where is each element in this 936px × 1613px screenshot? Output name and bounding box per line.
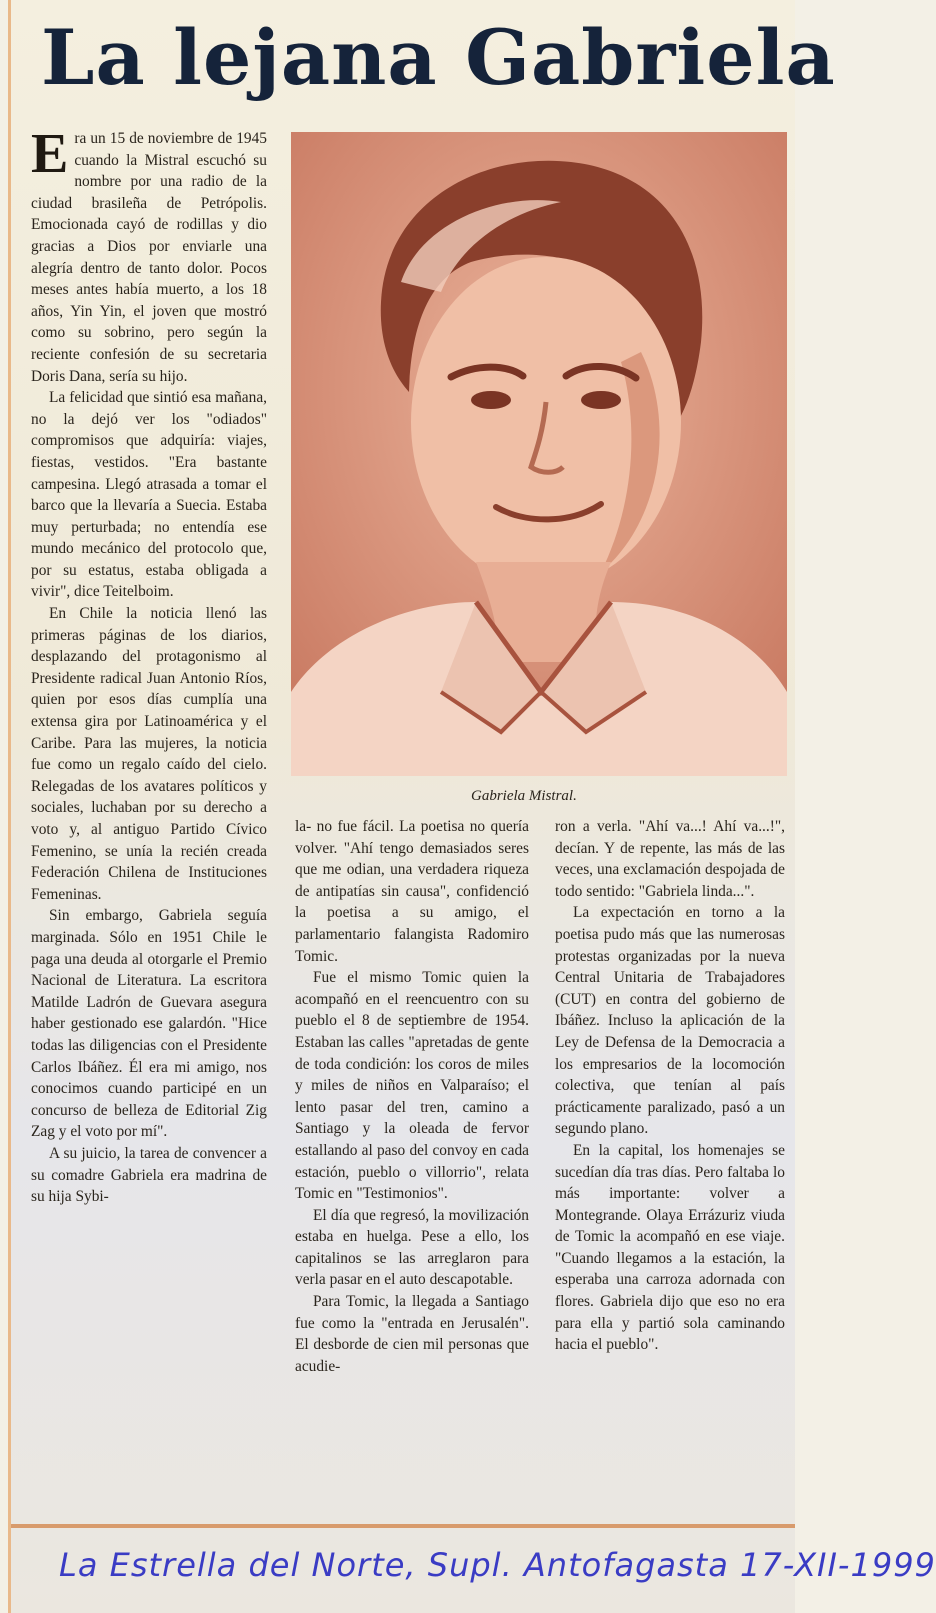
portrait-photo [291,132,787,776]
paragraph: En Chile la noticia llenó las primeras páginas de los diarios, desplazando del protagonismo al Presidente radical Juan Antonio Ríos, quien por esos días cumplía una extensa gira por Latinoamérica y el Caribe. Para las mujeres, la noticia fue como un regalo caído del cielo. Relegadas de los avatares políticos y sociales, luchaban por su derecho a voto y, al antiguo Partido Cívico Femenino, se unía la recién creada Federación Chilena de Instituciones Femeninas. [31,605,267,903]
drop-cap: E [31,123,69,185]
handwritten-source-note: La Estrella del Norte, Supl. Antofagasta 17-XII-1999 [59,1546,936,1584]
paragraph: Sin embargo, Gabriela seguía marginada. Sólo en 1951 Chile le paga una deuda al otorgarle el Premio Nacional de Literatura. La escritora Matilde Ladrón de Guevara asegura haber gestionado ese galardón. "Hice todas las diligencias con el Presidente Carlos Ibáñez. Él era mi amigo, nos conocimos cuando participé en un concurso de belleza de Editorial Zig Zag y el voto por mí". [31,907,267,1141]
paragraph: A su juicio, la tarea de convencer a su comadre Gabriela era madrina de su hija Sybi- [31,1144,267,1206]
paragraph: La felicidad que sintió esa mañana, no la dejó ver los "odiados" compromisos que adquiría: viajes, fiestas, vestidos. "Era bastante campesina. Llegó atrasada a tomar el barco que la llevaría a Suecia. Estaba muy perturbada; no entendía ese mundo mecánico del protocolo que, por su estatus, estaba obligada a vivir", dice Teitelboim. [31,389,267,601]
newspaper-clipping [8,0,936,1613]
paragraph: En la capital, los homenajes se sucedían día tras días. Pero faltaba lo más importante: volver a Montegrande. Olaya Errázuriz viuda de Tomic la acompañó en ese viaje. "Cuando llegamos a la estación, la esperaba una carroza adornada con flores. Gabriela dijo que eso no era para ella y partió sola caminando hacia el pueblo". [555,1141,785,1354]
paragraph: El día que regresó, la movilización estaba en huelga. Pese a ello, los capitalinos se las arreglaron para verla pasar en el auto descapotable. [295,1206,529,1289]
paragraph: ron a verla. "Ahí va...! Ahí va...!", decían. Y de repente, las más de las veces, una exclamación despojada de todo sentido: "Gabriela linda...". [555,818,785,900]
headline: La lejana Gabriela [41,13,836,102]
photo-caption: Gabriela Mistral. [471,788,577,804]
article-column-1 [31,123,267,1208]
paragraph: ra un 15 de noviembre de 1945 cuando la Mistral escuchó su nombre por una radio de la ciudad brasileña de Petrópolis. Emocionada cayó de rodillas y dio gracias a Dios por enviarle una alegría dentro de tanto dolor. Pocos meses antes había muerto, a los 18 años, Yin Yin, el joven que mostró como su sobrino, pero según la reciente confesión de su secretaria Doris Dana, sería su hijo. [31,130,267,385]
article-column-2 [295,816,529,1377]
article-column-3 [555,816,785,1356]
paragraph: Fue el mismo Tomic quien la acompañó en el reencuentro con su pueblo el 8 de septiembre de 1954. Estaban las calles "apretadas de gente de toda condición: los coros de miles y miles de niños en Valparaíso; el lento pasar del tren, camino a Santiago y la oleada de fervor estallando al paso del convoy en cada estación, pueblo o villorrio", relata Tomic en "Testimonios". [295,969,529,1203]
paragraph: Para Tomic, la llegada a Santiago fue como la "entrada en Jerusalén". El desborde de cien mil personas que acudie- [295,1293,529,1375]
paragraph: la- no fue fácil. La poetisa no quería volver. "Ahí tengo demasiados seres que me odian, una verdadera riqueza de antipatías sin causa", confidenció la poetisa a su amigo, el parlamentario falangista Radomiro Tomic. [295,818,529,965]
paragraph: La expectación en torno a la poetisa pudo más que las numerosas protestas organizadas por la nueva Central Unitaria de Trabajadores (CUT) en contra del gobierno de Ibáñez. Incluso la aplicación de la Ley de Defensa de la Democracia a los empresarios de la locomoción colectiva, que tenían al país prácticamente paralizado, pasó a un segundo plano. [555,904,785,1138]
woman-portrait-image [291,132,787,776]
